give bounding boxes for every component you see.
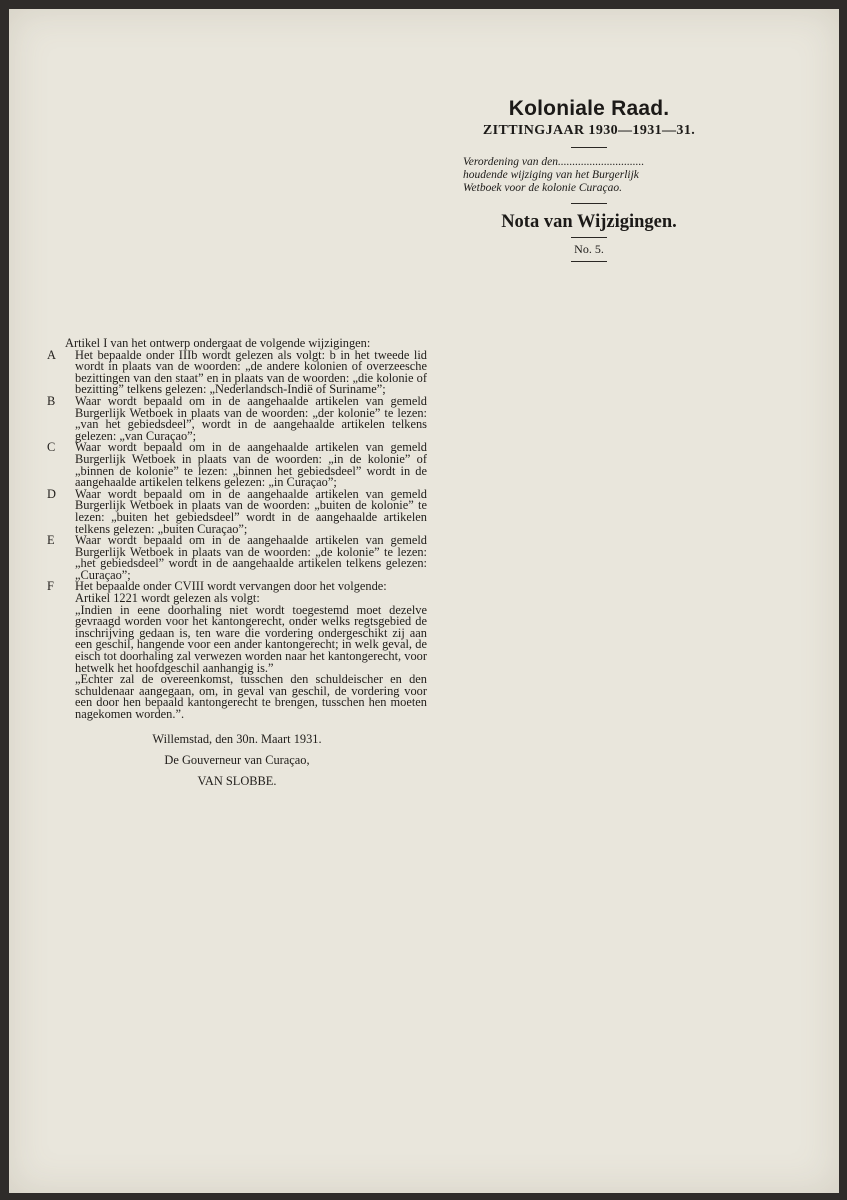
signature-block [47,733,427,788]
quote-paragraph: „Indien in eene doorhaling niet wordt toegestemd moet dezelve gevraagd worden voor het kantongerecht, onder welks regtsgebied de inschrijving gedaan is, ten ware die vordering ondergeschikt zij aan een geschil, hangende voor een ander kantongerecht; in welk geval, de eisch tot doorhaling zal verwezen worden naar het kantongerecht, voor hetwelk het hoofdgeschil aanhangig is.” [75,602,427,675]
quote-paragraph: „Echter zal de overeenkomst, tusschen den schuldeischer en den schuldenaar aangegaan, om, in geval van geschil, de vordering voor een door hen bepaald kantongerecht te brengen, tusschen hen moeten nagekomen worden.”. [75,672,427,721]
place-date: Willemstad, den 30n. Maart 1931. [152,731,322,746]
amendment-item [47,393,427,443]
divider [571,261,607,262]
item-letter: C [47,440,56,455]
divider [571,203,607,204]
item-text: Waar wordt bepaald om in de aangehaalde artikelen van gemeld Burgerlijk Wetboek in plaats van de woorden: „der kolonie” te lezen: „van het gebiedsdeel”, wordt in de aangehaalde artikelen telkens gelezen: „van Curaçao”; [75,393,427,443]
item-text [75,581,427,720]
amendment-item [47,347,427,397]
divider [571,147,607,148]
ordinance-line: Wetboek voor de kolonie Curaçao. [463,182,622,194]
ordinance-description [449,156,729,195]
item-letter: D [47,486,56,501]
ordinance-line: Verordening van den.............................. [463,156,645,168]
intro-paragraph: Artikel I van het ontwerp ondergaat de volgende wijzigingen: [65,336,371,350]
item-letter: A [47,347,56,362]
item-letter: B [47,393,56,408]
divider [571,237,607,238]
nota-title: Nota van Wijzigingen. [501,212,677,232]
amendment-item [47,486,427,536]
item-text: Waar wordt bepaald om in de aangehaalde artikelen van gemeld Burgerlijk Wetboek in plaats van de woorden: „buiten de kolonie” te lezen: „buiten het gebiedsdeel” wordt in de aangehaalde artikelen telkens gelezen: „buiten Curaçao”; [75,486,427,536]
amendment-item [47,442,427,488]
document-number: No. 5. [574,242,604,256]
session-year: ZITTINGJAAR 1930—1931—31. [482,123,696,138]
item-f-text: Het bepaalde onder CVIII wordt vervangen door het volgende: [75,579,387,594]
article-heading: Artikel 1221 wordt gelezen als volgt: [75,591,260,606]
signatory-name: VAN SLOBBE. [197,773,277,788]
item-letter: E [47,533,55,548]
document-header [449,97,729,262]
amendment-item [47,581,427,720]
signatory-office: De Gouverneur van Curaçao, [164,752,310,767]
ordinance-line: houdende wijziging van het Burgerlijk [463,169,639,181]
amendment-item [47,535,427,581]
council-title: Koloniale Raad. [508,97,670,120]
item-text: Het bepaalde onder IIIb wordt gelezen als volgt: b in het tweede lid wordt in plaats van de woorden: „de andere kolonien of overzeesche bezittingen van den staat” en in plaats van de woorden: „die kolonie of bezitting” telkens gelezen: „Nederlandsch-Indië of Suriname”; [75,347,427,397]
item-text: Waar wordt bepaald om in de aangehaalde artikelen van gemeld Burgerlijk Wetboek in plaats van de woorden: „in de kolonie” of „binnen de kolonie” te lezen: „binnen het gebiedsdeel” wordt in de aangehaalde artikelen telkens gelezen: „in Curaçao”; [75,440,427,490]
amendment-body [47,338,427,796]
item-letter: F [47,579,54,594]
document-page [9,9,839,1193]
item-text: Waar wordt bepaald om in de aangehaalde artikelen van gemeld Burgerlijk Wetboek in plaats van de woorden: „de kolonie” te lezen: „het gebiedsdeel” wordt in de aangehaalde artikelen telkens gelezen: „Curaçao”; [75,533,427,582]
